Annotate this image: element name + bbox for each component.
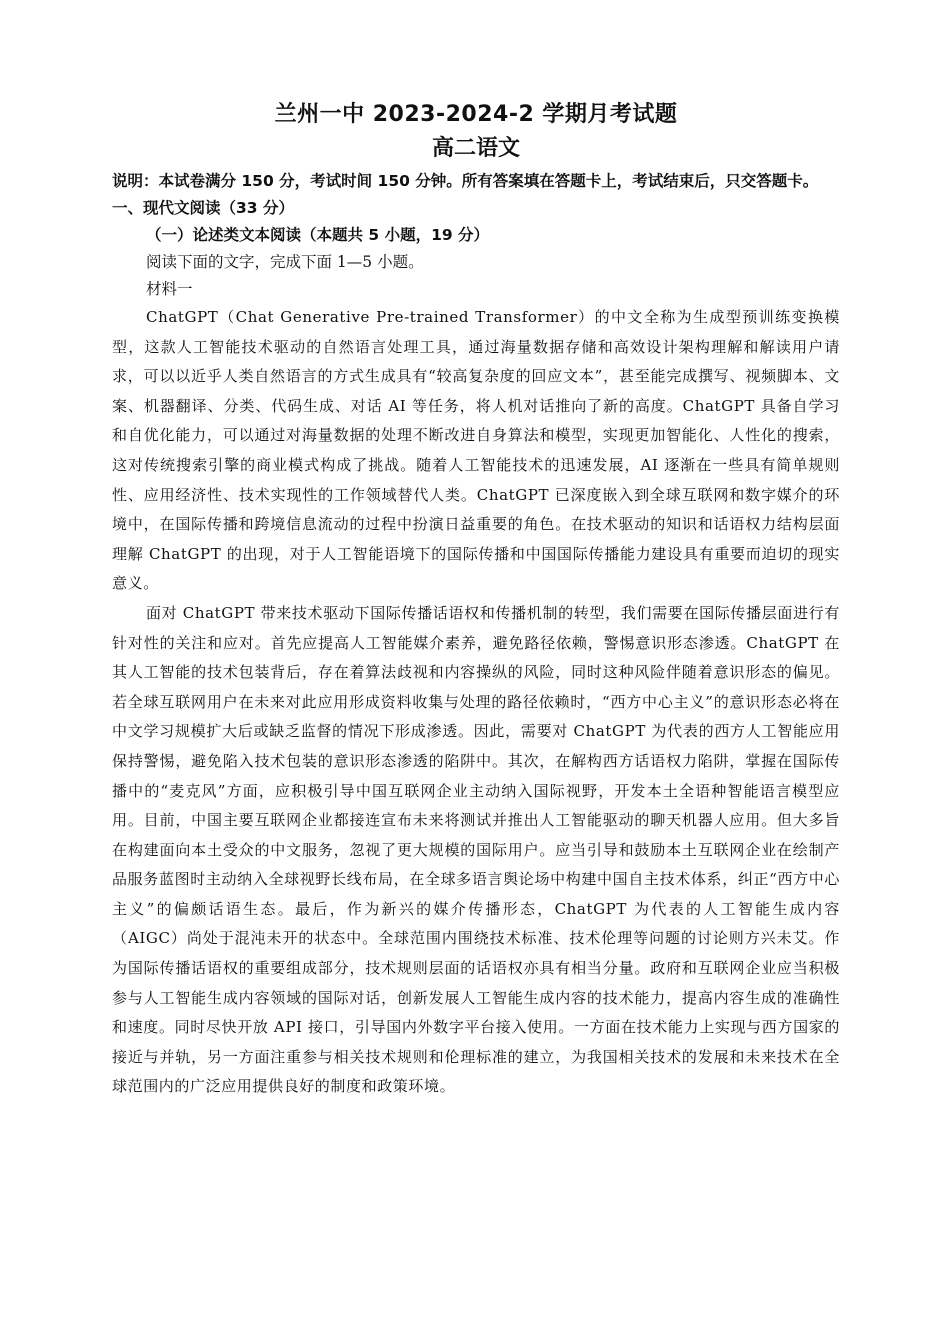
section-heading: 一、现代文阅读（33 分）	[112, 199, 294, 217]
reading-instruction: 阅读下面的文字，完成下面 1—5 小题。	[146, 253, 424, 271]
material-label: 材料一	[146, 280, 193, 298]
exam-page	[112, 98, 840, 1102]
subsection-heading: （一）论述类文本阅读（本题共 5 小题，19 分）	[146, 226, 490, 244]
paragraph: ChatGPT（Chat Generative Pre-trained Transformer）的中文全称为生成型预训练变换模型，这款人工智能技术驱动的自然语言处理工具，通过海量数据存储和高效设计架构理解和解读用户请求，可以以近乎人类自然语言的方式生成具有“较高复杂度的回应文本”，甚至能完成撰写、视频脚本、文案、机器翻译、分类、代码生成、对话 AI 等任务，将人机对话推向了新的高度。ChatGPT 具备自学习和自优化能力，可以通过对海量数据的处理不断改进自身算法和模型，实现更加智能化、人性化的搜索，这对传统搜索引擎的商业模式构成了挑战。随着人工智能技术的迅速发展，AI 逐渐在一些具有简单规则性、应用经济性、技术实现性的工作领域替代人类。ChatGPT 已深度嵌入到全球互联网和数字媒介的环境中，在国际传播和跨境信息流动的过程中扮演日益重要的角色。在技术驱动的知识和话语权力结构层面理解 ChatGPT 的出现，对于人工智能语境下的国际传播和中国国际传播能力建设具有重要而迫切的现实意义。	[112, 308, 840, 593]
exam-instructions-note: 说明：本试卷满分 150 分，考试时间 150 分钟。所有答案填在答题卡上，考试结束后，只交答题卡。	[112, 172, 819, 190]
exam-subject: 高二语文	[431, 136, 520, 161]
paragraph: 面对 ChatGPT 带来技术驱动下国际传播话语权和传播机制的转型，我们需要在国际传播层面进行有针对性的关注和应对。首先应提高人工智能媒介素养，避免路径依赖，警惕意识形态渗透。ChatGPT 在其人工智能的技术包装背后，存在着算法歧视和内容操纵的风险，同时这种风险伴随着意识形态的偏见。若全球互联网用户在未来对此应用形成资料收集与处理的路径依赖时，“西方中心主义”的意识形态必将在中文学习规模扩大后或缺乏监督的情况下形成渗透。因此，需要对 ChatGPT 为代表的西方人工智能应用保持警惕，避免陷入技术包装的意识形态渗透的陷阱中。其次，在解构西方话语权力陷阱，掌握在国际传播中的“麦克风”方面，应积极引导中国互联网企业主动纳入国际视野，开发本土全语种智能语言模型应用。目前，中国主要互联网企业都接连宣布未来将测试并推出人工智能驱动的聊天机器人应用。但大多旨在构建面向本土受众的中文服务，忽视了更大规模的国际用户。应当引导和鼓励本土互联网企业在绘制产品服务蓝图时主动纳入全球视野长线布局，在全球多语言舆论场中构建中国自主技术体系，纠正“西方中心主义”的偏颇话语生态。最后，作为新兴的媒介传播形态，ChatGPT 为代表的人工智能生成内容（AIGC）尚处于混沌未开的状态中。全球范围内围绕技术标准、技术伦理等问题的讨论则方兴未艾。作为国际传播话语权的重要组成部分，技术规则层面的话语权亦具有相当分量。政府和互联网企业应当积极参与人工智能生成内容领域的国际对话，创新发展人工智能生成内容的技术能力，提高内容生成的准确性和速度。同时尽快开放 API 接口，引导国内外数字平台接入使用。一方面在技术能力上实现与西方国家的接近与并轨，另一方面注重参与相关技术规则和伦理标准的建立，为我国相关技术的发展和未来技术在全球范围内的广泛应用提供良好的制度和政策环境。	[112, 603, 840, 1096]
exam-title: 兰州一中 2023-2024-2 学期月考试题	[274, 102, 678, 127]
